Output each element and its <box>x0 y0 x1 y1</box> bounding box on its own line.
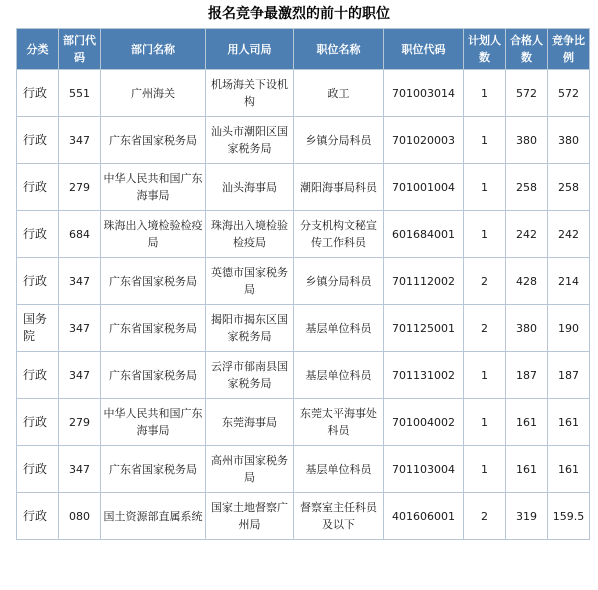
cell-ratio: 190 <box>548 305 590 352</box>
cell-position: 分支机构文秘宣传工作科员 <box>294 211 384 258</box>
cell-qualified: 161 <box>506 446 548 493</box>
cell-ratio: 258 <box>548 164 590 211</box>
cell-position: 潮阳海事局科员 <box>294 164 384 211</box>
table-row <box>17 117 590 164</box>
cell-position-code: 701131002 <box>384 352 464 399</box>
cell-bureau: 汕头海事局 <box>206 164 294 211</box>
cell-dept-code: 347 <box>59 352 101 399</box>
cell-ratio: 159.5 <box>548 493 590 540</box>
cell-bureau: 高州市国家税务局 <box>206 446 294 493</box>
ranking-table <box>16 28 590 540</box>
cell-position: 乡镇分局科员 <box>294 117 384 164</box>
cell-plan: 2 <box>464 493 506 540</box>
cell-dept-code: 347 <box>59 305 101 352</box>
cell-dept-name: 广东省国家税务局 <box>101 117 206 164</box>
cell-qualified: 428 <box>506 258 548 305</box>
cell-position-code: 701001004 <box>384 164 464 211</box>
cell-position-code: 601684001 <box>384 211 464 258</box>
cell-dept-name: 国土资源部直属系统 <box>101 493 206 540</box>
cell-ratio: 161 <box>548 446 590 493</box>
table-row <box>17 399 590 446</box>
cell-bureau: 英德市国家税务局 <box>206 258 294 305</box>
cell-position: 督察室主任科员及以下 <box>294 493 384 540</box>
cell-category: 行政 <box>17 446 59 493</box>
table-body <box>17 70 590 540</box>
cell-bureau: 珠海出入境检验检疫局 <box>206 211 294 258</box>
cell-qualified: 319 <box>506 493 548 540</box>
cell-ratio: 187 <box>548 352 590 399</box>
cell-position: 基层单位科员 <box>294 305 384 352</box>
cell-dept-code: 279 <box>59 399 101 446</box>
cell-dept-code: 347 <box>59 117 101 164</box>
cell-position-code: 701125001 <box>384 305 464 352</box>
cell-dept-name: 广东省国家税务局 <box>101 258 206 305</box>
col-header-position-code: 职位代码 <box>384 29 464 70</box>
cell-position-code: 701004002 <box>384 399 464 446</box>
cell-dept-code: 279 <box>59 164 101 211</box>
cell-qualified: 380 <box>506 305 548 352</box>
col-header-plan: 计划人数 <box>464 29 506 70</box>
cell-qualified: 572 <box>506 70 548 117</box>
cell-plan: 1 <box>464 164 506 211</box>
cell-plan: 1 <box>464 70 506 117</box>
table-row <box>17 70 590 117</box>
cell-qualified: 161 <box>506 399 548 446</box>
cell-position: 乡镇分局科员 <box>294 258 384 305</box>
cell-qualified: 187 <box>506 352 548 399</box>
cell-dept-name: 珠海出入境检验检疫局 <box>101 211 206 258</box>
cell-category: 行政 <box>17 399 59 446</box>
cell-dept-code: 551 <box>59 70 101 117</box>
cell-qualified: 258 <box>506 164 548 211</box>
cell-dept-name: 广东省国家税务局 <box>101 352 206 399</box>
col-header-qualified: 合格人数 <box>506 29 548 70</box>
table-title: 报名竞争最激烈的前十的职位 <box>208 6 390 22</box>
cell-dept-code: 684 <box>59 211 101 258</box>
cell-bureau: 汕头市潮阳区国家税务局 <box>206 117 294 164</box>
cell-position-code: 701020003 <box>384 117 464 164</box>
col-header-category: 分类 <box>17 29 59 70</box>
cell-dept-name: 广州海关 <box>101 70 206 117</box>
cell-category: 国务院 <box>17 305 59 352</box>
cell-category: 行政 <box>17 352 59 399</box>
cell-qualified: 242 <box>506 211 548 258</box>
table-row <box>17 305 590 352</box>
cell-bureau: 云浮市郁南县国家税务局 <box>206 352 294 399</box>
cell-dept-name: 中华人民共和国广东海事局 <box>101 399 206 446</box>
cell-plan: 1 <box>464 446 506 493</box>
cell-dept-code: 347 <box>59 258 101 305</box>
table-row <box>17 258 590 305</box>
cell-category: 行政 <box>17 117 59 164</box>
cell-dept-name: 广东省国家税务局 <box>101 446 206 493</box>
col-header-dept-code: 部门代码 <box>59 29 101 70</box>
table-row <box>17 352 590 399</box>
table-row <box>17 446 590 493</box>
cell-category: 行政 <box>17 70 59 117</box>
table-row <box>17 211 590 258</box>
cell-position: 基层单位科员 <box>294 446 384 493</box>
cell-ratio: 214 <box>548 258 590 305</box>
cell-dept-code: 347 <box>59 446 101 493</box>
cell-bureau: 机场海关下设机构 <box>206 70 294 117</box>
cell-plan: 1 <box>464 399 506 446</box>
cell-plan: 1 <box>464 211 506 258</box>
cell-category: 行政 <box>17 164 59 211</box>
cell-position: 政工 <box>294 70 384 117</box>
cell-bureau: 国家土地督察广州局 <box>206 493 294 540</box>
cell-ratio: 161 <box>548 399 590 446</box>
col-header-dept-name: 部门名称 <box>101 29 206 70</box>
cell-position: 东莞太平海事处科员 <box>294 399 384 446</box>
cell-category: 行政 <box>17 258 59 305</box>
col-header-bureau: 用人司局 <box>206 29 294 70</box>
cell-qualified: 380 <box>506 117 548 164</box>
cell-plan: 2 <box>464 305 506 352</box>
cell-ratio: 242 <box>548 211 590 258</box>
cell-ratio: 380 <box>548 117 590 164</box>
cell-category: 行政 <box>17 493 59 540</box>
cell-position-code: 701112002 <box>384 258 464 305</box>
cell-bureau: 揭阳市揭东区国家税务局 <box>206 305 294 352</box>
cell-plan: 2 <box>464 258 506 305</box>
cell-bureau: 东莞海事局 <box>206 399 294 446</box>
col-header-position: 职位名称 <box>294 29 384 70</box>
col-header-ratio: 竞争比例 <box>548 29 590 70</box>
cell-dept-name: 中华人民共和国广东海事局 <box>101 164 206 211</box>
cell-position: 基层单位科员 <box>294 352 384 399</box>
cell-position-code: 401606001 <box>384 493 464 540</box>
cell-dept-code: 080 <box>59 493 101 540</box>
cell-plan: 1 <box>464 117 506 164</box>
cell-plan: 1 <box>464 352 506 399</box>
cell-position-code: 701103004 <box>384 446 464 493</box>
header-row <box>17 29 590 70</box>
table-row <box>17 493 590 540</box>
cell-dept-name: 广东省国家税务局 <box>101 305 206 352</box>
cell-position-code: 701003014 <box>384 70 464 117</box>
table-row <box>17 164 590 211</box>
cell-category: 行政 <box>17 211 59 258</box>
cell-ratio: 572 <box>548 70 590 117</box>
